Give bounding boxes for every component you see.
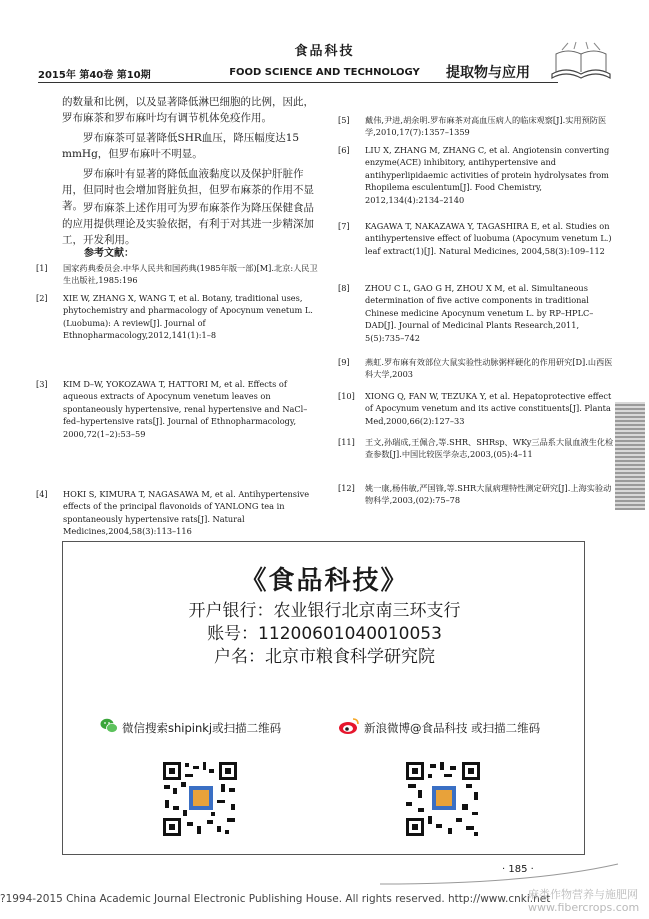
reference-number: [10]	[338, 391, 355, 401]
reference-text: HOKI S, KIMURA T, NAGASAWA M, et al. Antihypertensive effects of the principal flavonoids of YANLONG tea in spontaneously hypertensive rats[J]. Natural Medicines,2004,58(3):113–116	[63, 489, 310, 537]
journal-title-cn: 食品科技	[294, 44, 355, 59]
reference-number: [11]	[338, 437, 355, 447]
column-title: 提取物与应用	[446, 65, 530, 81]
reference-text: 戴伟,尹进,胡余明.罗布麻茶对高血压病人的临床观察[J].实用预防医学,2010,17(7):1357–1359	[365, 115, 607, 138]
ad-title: 《食品科技》	[240, 566, 409, 596]
open-book-icon	[546, 40, 616, 84]
body-paragraph-1: 的数量和比例，以及显著降低淋巴细胞的比例，因此，罗布麻茶和罗布麻叶均有调节机体免疫作用。	[62, 96, 314, 124]
page-curve-decoration	[380, 862, 620, 886]
issue-info: 2015年 第40卷 第10期	[38, 70, 151, 81]
references-heading: 参考文献：	[84, 248, 134, 259]
page-number: · 185 ·	[502, 864, 534, 875]
body-paragraph-3: 罗布麻叶有显著的降低血液黏度以及保护肝脏作用，但同时也会增加肾脏负担，但罗布麻茶的作用不显著。	[62, 168, 314, 212]
reference-number: [2]	[36, 293, 48, 303]
watermark	[528, 888, 639, 914]
weibo-text: 新浪微博@食品科技 或扫描二维码	[364, 721, 541, 735]
reference-text: XIONG Q, FAN W, TEZUKA Y, et al. Hepatoprotective effect of Apocynum venetum and its active constituents[J]. Planta Med,2000,66(2):127–33	[365, 391, 612, 426]
reference-text: 国家药典委员会.中华人民共和国药典(1985年版一部)[M].北京:人民卫生出版社,1985:196	[63, 263, 318, 286]
reference-number: [7]	[338, 221, 350, 231]
copyright-footer: ?1994-2015 China Academic Journal Electronic Publishing House. All rights reserved. http://www.cnki.net	[0, 893, 551, 905]
reference-text: 燕虹.罗布麻有效部位大鼠实验性动脉粥样硬化的作用研究[D].山西医科大学,2003	[365, 357, 613, 380]
header-rule	[38, 82, 558, 83]
reference-text: ZHOU C L, GAO G H, ZHOU X M, et al. Simultaneous determination of five active components in traditional Chinese medicine Apocynum venetum L. by RP–HPLC–DAD[J]. Journal of Medicinal Plants Research,2011, 5(5):735–742	[365, 283, 594, 343]
reference-text: KIM D–W, YOKOZAWA T, HATTORI M, et al. Effects of aqueous extracts of Apocynum venetum leaves on spontaneously hypertensive, renal hypertensive and NaCl–fed–hypertensive rats[J]. Journal of Ethnopharmacology, 2000,72(1–2):53–59	[63, 379, 308, 439]
reference-text: LIU X, ZHANG M, ZHANG C, et al. Angiotensin converting enzyme(ACE) inhibitory, antihypertensive and antihyperlipidaemic activities of protein hydrolysates from Rhopilema esculentum[J]. Food Chemistry, 2012,134(4):2134–2140	[365, 145, 610, 205]
reference-text: XIE W, ZHANG X, WANG T, et al. Botany, traditional uses, phytochemistry and pharmacology of Apocynum venetum L. (Luobuma): A review[J]. Journal of Ethnopharmacology,2012,141(1):1–8	[63, 293, 313, 341]
ad-holder: 户名：北京市粮食科学研究院	[214, 647, 435, 667]
ad-account: 账号：11200601040010053	[207, 624, 442, 644]
watermark-line-2: www.fibercrops.com	[528, 901, 640, 914]
reference-number: [9]	[338, 357, 350, 367]
reference-number: [4]	[36, 489, 48, 499]
reference-text: 姚一康,杨伟敏,严国锋,等.SHR大鼠病理特性测定研究[J].上海实验动物科学,2003,(02):75–78	[365, 483, 612, 506]
wechat-qr-code	[161, 760, 239, 838]
reference-number: [6]	[338, 145, 350, 155]
reference-number: [3]	[36, 379, 48, 389]
reference-number: [1]	[36, 263, 48, 273]
journal-title-en: FOOD SCIENCE AND TECHNOLOGY	[229, 67, 420, 78]
weibo-qr-code	[404, 760, 482, 838]
reference-number: [12]	[338, 483, 355, 493]
body-paragraph-2: 罗布麻茶可显著降低SHR血压，降压幅度达15 mmHg，但罗布麻叶不明显。	[62, 132, 300, 160]
wechat-text: 微信搜索shipinkj或扫描二维码	[122, 721, 282, 735]
reference-number: [5]	[338, 115, 350, 125]
section-edge-tab	[615, 402, 645, 510]
body-paragraph-4: 罗布麻茶上述作用可为罗布麻茶作为降压保健食品的应用提供理论及实验依据，有利于对其进一步精深加工，开发利用。	[62, 202, 314, 246]
wechat-icon	[100, 718, 118, 734]
reference-text: 王文,孙瑞成,王佩合,等.SHR、SHRsp、WKy三品系大鼠血液生化检查参数[J].中国比较医学杂志,2003,(05):4–11	[365, 437, 614, 460]
watermark-line-1: 麻类作物营养与施肥网	[528, 888, 638, 901]
ad-bank: 开户银行：农业银行北京南三环支行	[188, 601, 461, 621]
weibo-icon	[338, 717, 360, 735]
reference-text: KAGAWA T, NAKAZAWA Y, TAGASHIRA E, et al. Studies on antihypertensive effect of luobuma (Apocynum venetum L.) leaf extract(1)[J]. Natural Medicines, 2004,58(3):109–112	[365, 221, 612, 256]
reference-number: [8]	[338, 283, 350, 293]
